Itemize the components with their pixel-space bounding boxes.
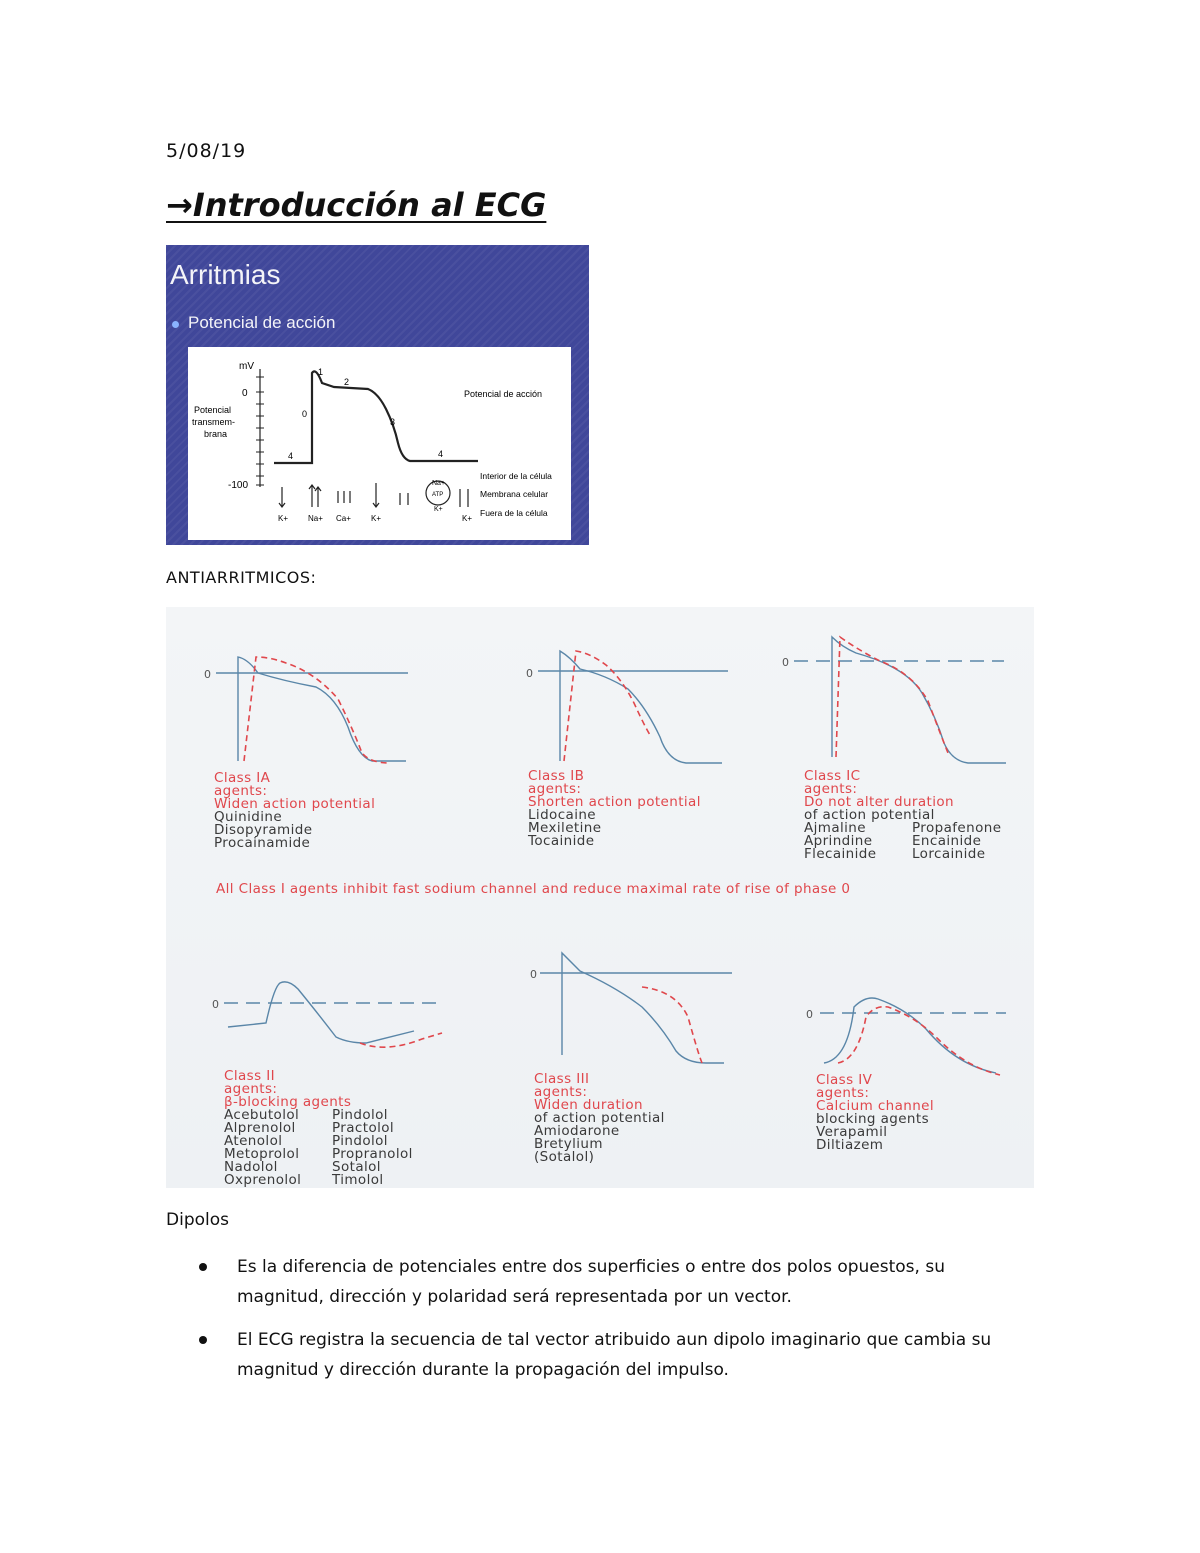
class-ii-drug: Acebutolol bbox=[224, 1107, 300, 1123]
class-ia-drug: Procainamide bbox=[214, 835, 311, 851]
class-ia-drug: Quinidine bbox=[214, 809, 283, 825]
phase-3: 3 bbox=[390, 417, 396, 427]
class-ic-effect: Do not alter duration bbox=[804, 794, 955, 810]
ion-na: Na+ bbox=[308, 514, 323, 523]
class-ii-normal-curve bbox=[228, 982, 414, 1043]
class-ib-agents: agents: bbox=[528, 781, 582, 797]
class-ia-agents: agents: bbox=[214, 783, 268, 799]
class-iii-agents: agents: bbox=[534, 1084, 588, 1100]
membrane-cell: Membrana celular bbox=[480, 489, 549, 499]
class-ic-drug: Flecainide bbox=[804, 846, 877, 862]
class-ii-drug: Practolol bbox=[332, 1120, 395, 1136]
class-ib-normal-curve bbox=[560, 651, 722, 763]
class-ic-note: of action potential bbox=[804, 807, 935, 823]
zero-mark-ib: 0 bbox=[526, 667, 533, 680]
class-iv-title: Class IV bbox=[816, 1072, 873, 1088]
class-iii-note: of action potential bbox=[534, 1110, 665, 1126]
class-ib-drug-curve bbox=[564, 651, 650, 761]
dipolos-heading: Dipolos bbox=[166, 1210, 229, 1230]
class-ii-drug: Metoprolol bbox=[224, 1146, 300, 1162]
class-iv-normal-curve bbox=[824, 998, 996, 1073]
class-ii-agents: agents: bbox=[224, 1081, 278, 1097]
class-ii-drug: Pindolol bbox=[332, 1107, 388, 1123]
class-ib-title: Class IB bbox=[528, 768, 585, 784]
class-ia-title: Class IA bbox=[214, 770, 271, 786]
phase-0: 0 bbox=[302, 409, 308, 419]
slide-bullet: Potencial de acción bbox=[188, 313, 336, 332]
zero-mark-ii: 0 bbox=[212, 998, 219, 1011]
axis-unit: mV bbox=[239, 361, 254, 372]
phase-2: 2 bbox=[344, 377, 350, 387]
class-iv-drug: Verapamil bbox=[816, 1124, 888, 1140]
class-ii-drug: Pindolol bbox=[332, 1133, 388, 1149]
phase-4-right: 4 bbox=[438, 449, 444, 459]
class-ii-drug: Nadolol bbox=[224, 1159, 278, 1175]
class-iii-drug: (Sotalol) bbox=[534, 1149, 595, 1165]
class-iv-drug: Diltiazem bbox=[816, 1137, 884, 1153]
bullet-text: Es la diferencia de potenciales entre dos superficies o entre dos polos opuestos, su magnitud, dirección y polaridad será representada por un vector. bbox=[237, 1257, 945, 1307]
class-ii-drug: Oxprenolol bbox=[224, 1172, 302, 1188]
legend-title: Potencial de acción bbox=[464, 389, 543, 399]
class-ic-drug: Lorcainide bbox=[912, 846, 986, 862]
zero-mark-iii: 0 bbox=[530, 968, 537, 981]
tick-zero: 0 bbox=[242, 388, 248, 399]
membrane-exterior: Fuera de la célula bbox=[480, 508, 548, 518]
bullet-text: El ECG registra la secuencia de tal vector atribuido aun dipolo imaginario que cambia su magnitud y dirección durante la propagación del impulso. bbox=[237, 1330, 992, 1380]
pump-na: Na+ bbox=[432, 480, 446, 487]
document-date: 5/08/19 bbox=[166, 140, 247, 162]
zero-mark-ia: 0 bbox=[204, 668, 211, 681]
class-ic-agents: agents: bbox=[804, 781, 858, 797]
ion-k-1: K+ bbox=[278, 514, 289, 523]
class-ic-normal-curve bbox=[832, 637, 1006, 763]
action-potential-diagram bbox=[188, 347, 571, 540]
class-ii-drug: Sotalol bbox=[332, 1159, 381, 1175]
membrane-interior: Interior de la célula bbox=[480, 471, 552, 481]
class-ib-drug: Mexiletine bbox=[528, 820, 602, 836]
class-ii-title: Class II bbox=[224, 1068, 275, 1084]
zero-mark-iv: 0 bbox=[806, 1008, 813, 1021]
class-i-note: All Class I agents inhibit fast sodium channel and reduce maximal rate of rise of phase 0 bbox=[216, 881, 851, 897]
document-title: →Introducción al ECG bbox=[166, 186, 547, 224]
class-ii-drug: Alprenolol bbox=[224, 1120, 296, 1136]
ylabel-line-2: transmem- bbox=[192, 417, 236, 427]
class-iii-drug: Bretylium bbox=[534, 1136, 603, 1152]
class-ib-effect: Shorten action potential bbox=[528, 794, 701, 810]
class-ic-drug: Propafenone bbox=[912, 820, 1002, 836]
slide-title: Arritmias bbox=[170, 259, 281, 290]
ion-ca: Ca+ bbox=[336, 514, 351, 523]
class-ii-drug: Atenolol bbox=[224, 1133, 283, 1149]
class-ia-drug: Disopyramide bbox=[214, 822, 313, 838]
ylabel-line-1: Potencial bbox=[194, 405, 232, 415]
pump-atp: ATP bbox=[432, 492, 444, 498]
class-iv-note: blocking agents bbox=[816, 1111, 930, 1127]
arritmias-slide bbox=[166, 245, 589, 545]
ion-k-3: K+ bbox=[462, 514, 473, 523]
class-ic-drug: Ajmaline bbox=[804, 820, 866, 836]
class-ib-drug: Tocainide bbox=[528, 833, 595, 849]
phase-1: 1 bbox=[318, 367, 324, 377]
class-iii-title: Class III bbox=[534, 1071, 590, 1087]
class-iv-effect: Calcium channel bbox=[816, 1098, 935, 1114]
class-ic-title: Class IC bbox=[804, 768, 861, 784]
class-ii-drug: Propranolol bbox=[332, 1146, 413, 1162]
class-ia-effect: Widen action potential bbox=[214, 796, 376, 812]
class-ic-drug-curve bbox=[836, 637, 948, 757]
pump-k: K+ bbox=[434, 506, 443, 513]
class-ic-drug: Encainide bbox=[912, 833, 982, 849]
class-iii-normal-curve bbox=[562, 953, 724, 1063]
zero-mark-ic: 0 bbox=[782, 656, 789, 669]
phase-4-left: 4 bbox=[288, 451, 294, 461]
ylabel-line-3: brana bbox=[204, 429, 228, 439]
class-ii-effect: β-blocking agents bbox=[224, 1094, 352, 1110]
class-iv-agents: agents: bbox=[816, 1085, 870, 1101]
class-iv-drug-curve bbox=[838, 1007, 1000, 1075]
antiarrhythmic-classes-figure bbox=[166, 607, 1034, 1188]
class-iii-drug-curve bbox=[642, 987, 702, 1063]
class-ib-drug: Lidocaine bbox=[528, 807, 597, 823]
bullet-dot-icon bbox=[199, 1263, 207, 1271]
class-ii-drug-curve bbox=[360, 1033, 442, 1047]
antiarrhythmics-label: ANTIARRITMICOS: bbox=[166, 568, 317, 587]
bullet-dot-icon bbox=[199, 1336, 207, 1344]
ion-k-2: K+ bbox=[371, 514, 382, 523]
class-iii-drug: Amiodarone bbox=[534, 1123, 620, 1139]
class-ii-drug: Timolol bbox=[332, 1172, 384, 1188]
bullet-dot-icon bbox=[172, 321, 179, 328]
tick-min: -100 bbox=[228, 480, 249, 491]
class-iii-effect: Widen duration bbox=[534, 1097, 643, 1113]
class-ic-drug: Aprindine bbox=[804, 833, 873, 849]
